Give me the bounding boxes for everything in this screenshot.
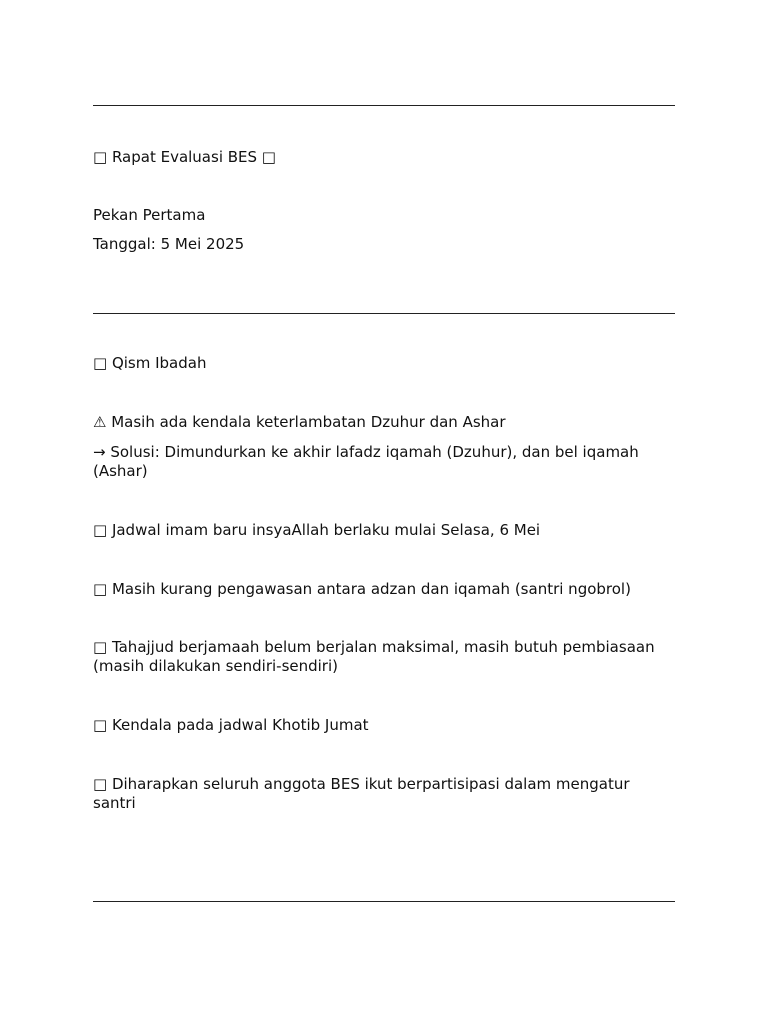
- list-item: □ Kendala pada jadwal Khotib Jumat: [93, 716, 369, 734]
- section-divider: [93, 313, 675, 314]
- list-item: □ Masih kurang pengawasan antara adzan dan iqamah (santri ngobrol): [93, 580, 631, 598]
- top-divider: [93, 105, 675, 106]
- bottom-divider: [93, 901, 675, 902]
- list-item: ⚠ Masih ada kendala keterlambatan Dzuhur dan Ashar: [93, 413, 506, 431]
- list-item: □ Jadwal imam baru insyaAllah berlaku mulai Selasa, 6 Mei: [93, 521, 541, 539]
- week-label: Pekan Pertama: [93, 206, 206, 224]
- date-label: Tanggal: 5 Mei 2025: [93, 235, 245, 253]
- list-item: → Solusi: Dimundurkan ke akhir lafadz iqamah (Dzuhur), dan bel iqamah (Ashar): [93, 443, 639, 480]
- list-item: □ Tahajjud berjamaah belum berjalan maksimal, masih butuh pembiasaan (masih dilakukan sendiri-sendiri): [93, 638, 655, 675]
- section-title: □ Qism Ibadah: [93, 354, 207, 372]
- list-item: □ Diharapkan seluruh anggota BES ikut berpartisipasi dalam mengatur santri: [93, 775, 630, 812]
- document-title: □ Rapat Evaluasi BES □: [93, 148, 276, 166]
